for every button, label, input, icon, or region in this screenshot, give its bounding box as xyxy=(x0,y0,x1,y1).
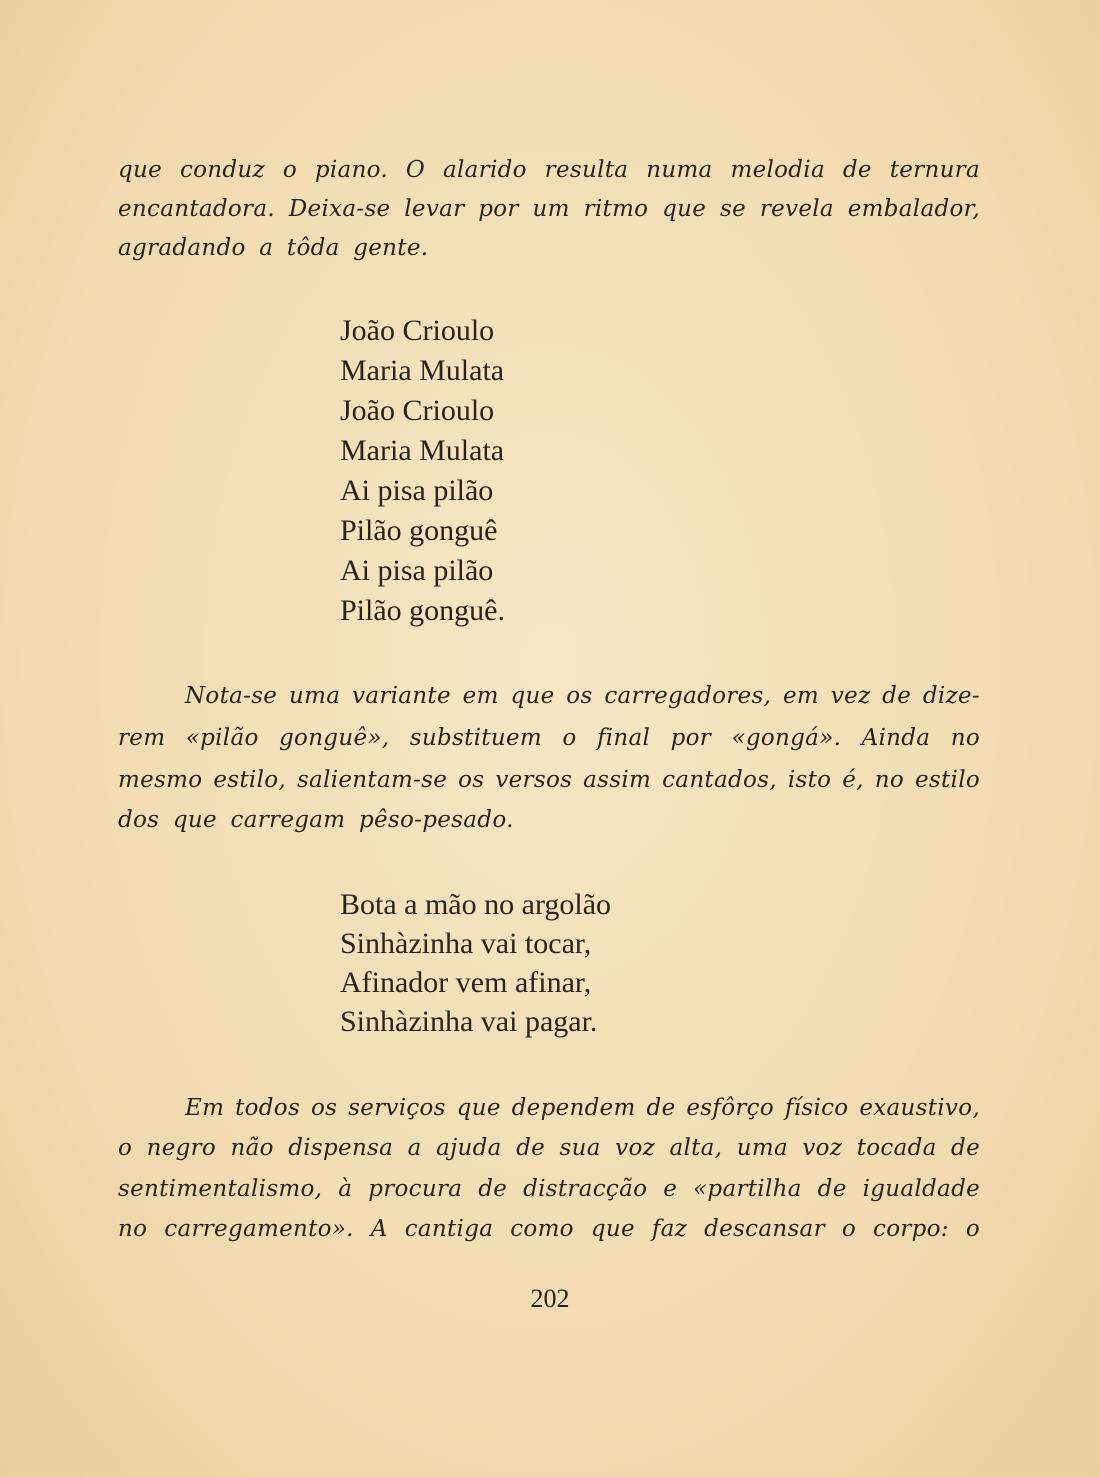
text-line: sentimentalismo, à procura de distracção e «partilha de igualdade xyxy=(118,1176,980,1202)
text-line: que conduz o piano. O alarido resulta numa melodia de ternura xyxy=(118,157,980,183)
page-number: 202 xyxy=(530,1284,570,1313)
verse-line: Ai pisa pilão xyxy=(340,554,494,587)
text-line: agradando a tôda gente. xyxy=(118,235,429,261)
verse-line: Sinhàzinha vai tocar, xyxy=(340,927,592,960)
verse-line: Maria Mulata xyxy=(340,354,505,387)
verse-line: Ai pisa pilão xyxy=(340,474,494,507)
verse-line: Maria Mulata xyxy=(340,434,505,467)
verse-line: João Crioulo xyxy=(340,314,495,347)
text-line: mesmo estilo, salientam-se os versos assim cantados, isto é, no estilo xyxy=(118,767,980,793)
text-line: rem «pilão gonguê», substituem o final por «gongá». Ainda no xyxy=(118,725,980,751)
verse-line: Afinador vem afinar, xyxy=(340,966,592,999)
verse-line: Bota a mão no argolão xyxy=(340,888,612,921)
verse-line: João Crioulo xyxy=(340,394,495,427)
text-line: o negro não dispensa a ajuda de sua voz alta, uma voz tocada de xyxy=(118,1135,980,1161)
verse-line: Sinhàzinha vai pagar. xyxy=(340,1005,598,1038)
verse-line: Pilão gonguê xyxy=(340,514,498,547)
text-line: Em todos os serviços que dependem de esfôrço físico exaustivo, xyxy=(185,1095,980,1121)
text-line: no carregamento». A cantiga como que faz descansar o corpo: o xyxy=(118,1216,980,1242)
text-line: encantadora. Deixa-se levar por um ritmo que se revela embalador, xyxy=(118,196,980,222)
text-line: dos que carregam pêso-pesado. xyxy=(118,807,514,833)
text-line: Nota-se uma variante em que os carregadores, em vez de dize- xyxy=(185,683,980,709)
verse-line: Pilão gonguê. xyxy=(340,594,505,627)
